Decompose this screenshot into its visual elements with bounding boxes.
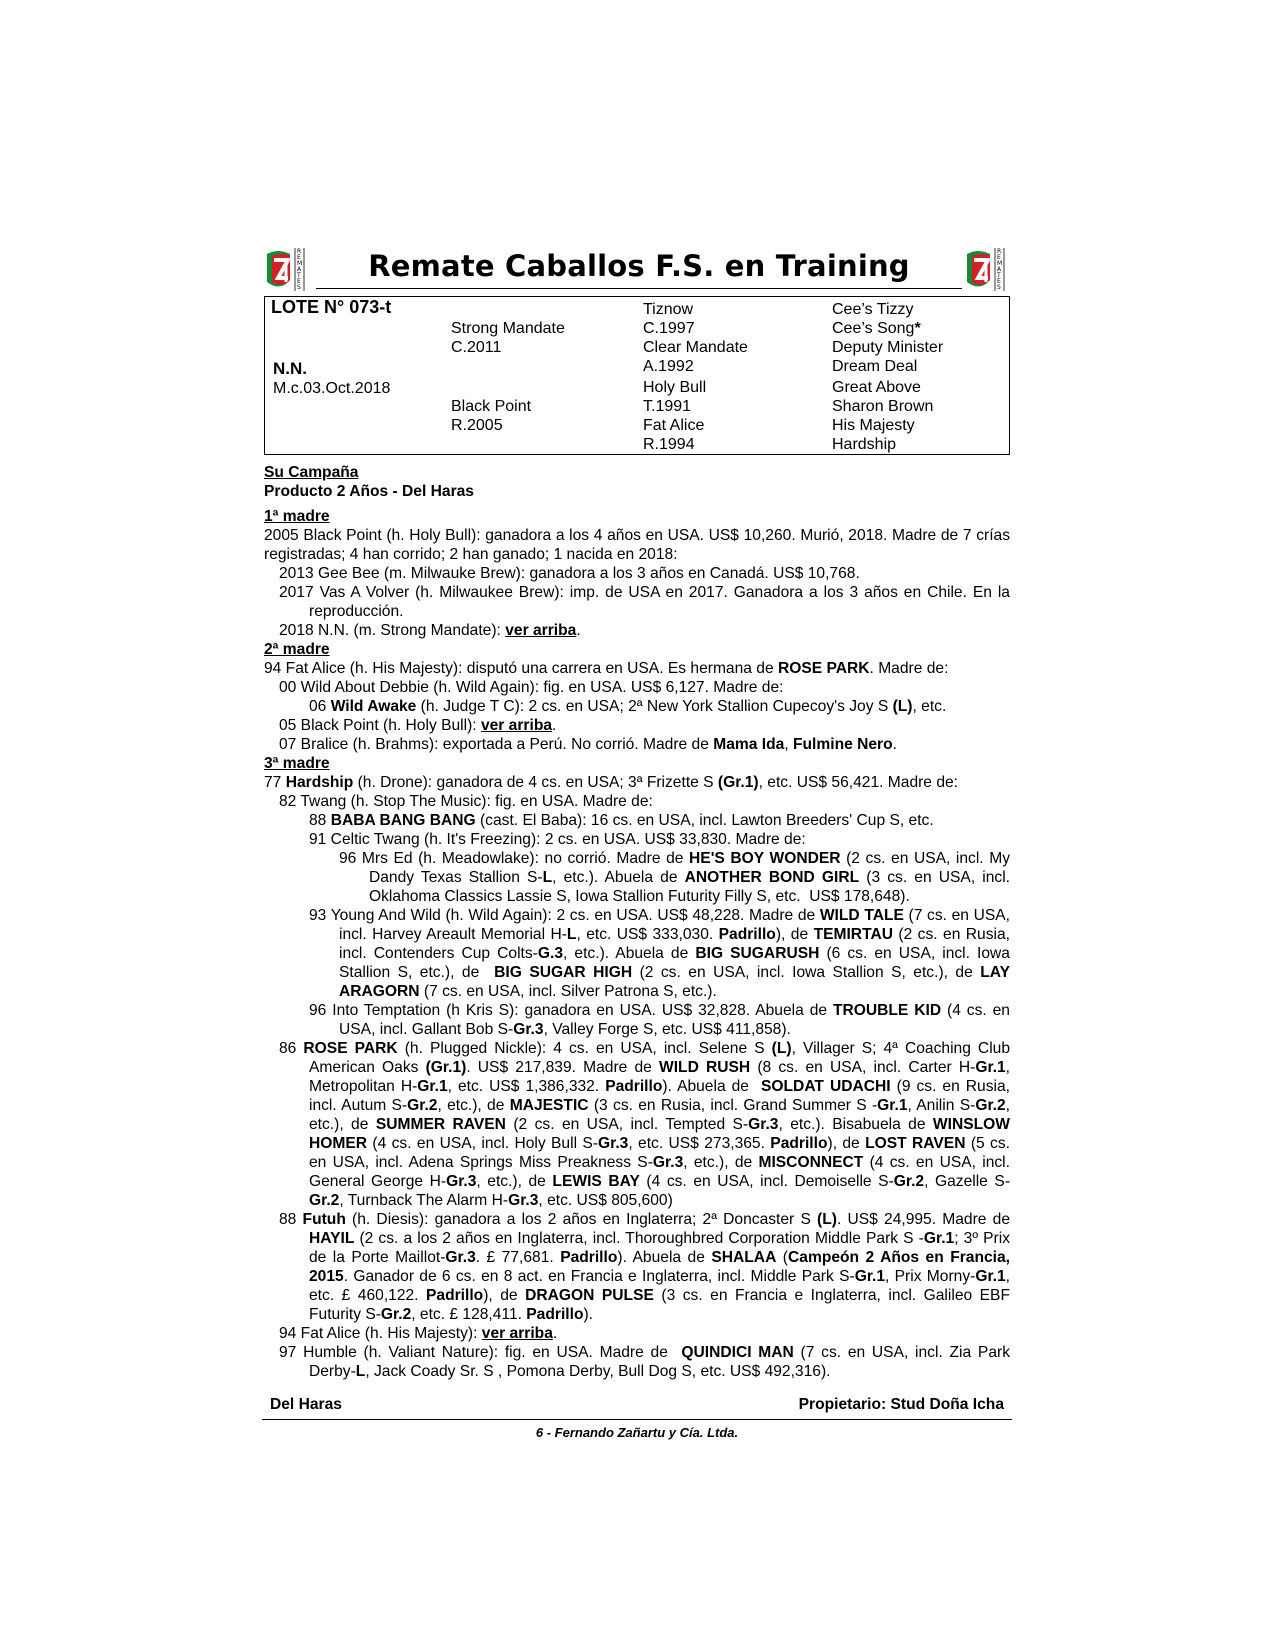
star-mark: * <box>914 320 921 337</box>
see-above-link: ver arriba <box>480 717 553 734</box>
gen2-line: Holy Bull <box>643 379 707 396</box>
first-dam-intro: 2005 Black Point (h. Holy Bull): ganadora a los 4 años en USA. US$ 10,260. Murió, 2018. Madre de 7 crías registradas; 4 han corrido; 2 han ganado; 1 nacida en 2018: <box>264 527 1010 563</box>
produce-line: 97 Humble (h. Valiant Nature): fig. en USA. Madre de QUINDICI MAN (7 cs. en USA, incl. Zia Park Derby-L, Jack Coady Sr. S , Pomona Derby, Bull Dog S, etc. US$ 492,316). <box>279 1344 1010 1380</box>
gen3-line: Cee’s Song* <box>832 320 921 337</box>
gen3-line: Great Above <box>832 379 921 396</box>
second-dam-heading: 2ª madre <box>264 641 330 658</box>
produce-line: 2018 N.N. (m. Strong Mandate): ver arriba. <box>279 622 581 639</box>
svg-text:T: T <box>997 272 1001 279</box>
produce-line: 00 Wild About Debbie (h. Wild Again): fig. en USA. US$ 6,127. Madre de: <box>279 679 784 696</box>
produce-line: 07 Bralice (h. Brahms): exportada a Perú. No corrió. Madre de Mama Ida, Fulmine Nero. <box>279 736 897 753</box>
page-header <box>264 246 1014 294</box>
catalog-body <box>264 463 1010 1381</box>
gen2-line: Tiznow <box>643 301 694 318</box>
svg-text:E: E <box>997 254 1001 261</box>
produce-line: 88 BABA BANG BANG (cast. El Baba): 16 cs. en USA, incl. Lawton Breeders' Cup S, etc. <box>309 812 934 829</box>
breeder-label: Del Haras <box>270 1396 342 1413</box>
produce-line: 2017 Vas A Volver (h. Milwaukee Brew): imp. de USA en 2017. Ganadora a los 3 años en Chile. En la reproducción. <box>279 584 1010 620</box>
see-above-link: ver arriba <box>481 1325 553 1342</box>
produce-line: 96 Into Temptation (h Kris S): ganadora en USA. US$ 32,828. Abuela de TROUBLE KID (4 cs. en USA, incl. Gallant Bob S-Gr.3, Valley Forge S, etc. US$ 411,858). <box>309 1002 1010 1038</box>
gen3-line: Deputy Minister <box>832 339 944 356</box>
produce-line: 96 Mrs Ed (h. Meadowlake): no corrió. Madre de HE'S BOY WONDER (2 cs. en USA, incl. My Dandy Texas Stallion S-L, etc.). Abuela de ANOTHER BOND GIRL (3 cs. en USA, incl. Oklahoma Classics Lassie S, Iowa Stallion Futurity Filly S, etc. US$ 178,648). <box>339 850 1011 905</box>
footer-divider <box>262 1419 1012 1420</box>
svg-text:A: A <box>997 266 1002 273</box>
svg-text:R: R <box>297 248 302 255</box>
produce-line: 82 Twang (h. Stop The Music): fig. en USA. Madre de: <box>279 793 653 810</box>
gen3-line: Sharon Brown <box>832 398 934 415</box>
page-number-footer: 6 - Fernando Zañartu y Cía. Ltda. <box>535 1425 739 1440</box>
gen2-line: A.1992 <box>643 358 694 375</box>
gen2-line: C.1997 <box>643 320 695 337</box>
sire-info: C.2011 <box>451 339 502 356</box>
produce-line: 94 Fat Alice (h. His Majesty): ver arriba. <box>279 1325 558 1342</box>
gen3-line: His Majesty <box>832 417 915 434</box>
svg-text:E: E <box>297 278 301 285</box>
produce-line: 91 Celtic Twang (h. It's Freezing): 2 cs. en USA. US$ 33,830. Madre de: <box>309 831 806 848</box>
horse-sex-dob: M.c.03.Oct.2018 <box>273 380 391 397</box>
horse-name: N.N. <box>273 359 307 378</box>
svg-text:E: E <box>297 254 301 261</box>
gen3-line: Cee’s Tizzy <box>832 301 914 318</box>
produce-line: 06 Wild Awake (h. Judge T C): 2 cs. en USA; 2ª New York Stallion Cupecoy's Joy S (L), etc. <box>309 698 947 715</box>
svg-text:M: M <box>297 260 303 267</box>
svg-text:T: T <box>297 272 301 279</box>
svg-text:M: M <box>997 260 1003 267</box>
produce-line: 86 ROSE PARK (h. Plugged Nickle): 4 cs. en USA, incl. Selene S (L), Villager S; 4ª Coaching Club American Oaks (Gr.1). US$ 217,839. Madre de WILD RUSH (8 cs. en USA, incl. Carter H-Gr.1, Metropolitan H-Gr.1, etc. US$ 1,386,332. Padrillo). Abuela de SOLDAT UDACHI (9 cs. en Rusia, incl. Autum S-Gr.2, etc.), de MAJESTIC (3 cs. en Rusia, incl. Grand Summer S -Gr.1, Anilin S-Gr.2, etc.), de SUMMER RAVEN (2 cs. en USA, incl. Tempted S-Gr.3, etc.). Bisabuela de WINSLOW HOMER (4 cs. en USA, incl. Holy Bull S-Gr.3, etc. US$ 273,365. Padrillo), de LOST RAVEN (5 cs. en USA, incl. Adena Springs Miss Preakness S-Gr.3, etc.), de MISCONNECT (4 cs. en USA, incl. General George H-Gr.3, etc.), de LEWIS BAY (4 cs. en USA, incl. Demoiselle S-Gr.2, Gazelle S-Gr.2, Turnback The Alarm H-Gr.3, etc. US$ 805,600) <box>279 1040 1011 1209</box>
svg-text:S: S <box>997 284 1001 291</box>
second-dam-intro: 94 Fat Alice (h. His Majesty): disputó una carrera en USA. Es hermana de ROSE PARK. Madre de: <box>264 660 949 677</box>
remates-logo-right <box>964 246 1014 292</box>
gen2-line: Fat Alice <box>643 417 705 434</box>
third-dam-intro: 77 Hardship (h. Drone): ganadora de 4 cs. en USA; 3ª Frizette S (Gr.1), etc. US$ 56,421. Madre de: <box>264 774 958 791</box>
gen3-line: Hardship <box>832 436 897 453</box>
see-above-link: ver arriba <box>505 622 577 639</box>
produce-line: 2013 Gee Bee (m. Milwauke Brew): ganadora a los 3 años en Canadá. US$ 10,768. <box>279 565 860 582</box>
produce-line: 05 Black Point (h. Holy Bull): ver arriba. <box>279 717 557 734</box>
lote-number: LOTE N° 073-t <box>271 297 392 317</box>
pedigree-table <box>264 296 1010 455</box>
page-title: Remate Caballos F.S. en Training <box>368 249 910 283</box>
campaign-heading: Su Campaña <box>264 464 359 481</box>
svg-text:A: A <box>297 266 302 273</box>
dam-info: R.2005 <box>451 417 503 434</box>
dam-name: Black Point <box>451 398 532 415</box>
svg-text:S: S <box>297 284 301 291</box>
owner-label: Propietario: Stud Doña Icha <box>798 1396 1004 1413</box>
gen3-line: Dream Deal <box>832 358 918 375</box>
gen2-line: Clear Mandate <box>643 339 748 356</box>
gen2-line: T.1991 <box>643 398 692 415</box>
gen2-line: R.1994 <box>643 436 695 453</box>
sire-name: Strong Mandate <box>451 320 565 337</box>
title-underline <box>316 288 962 289</box>
produce-line: 93 Young And Wild (h. Wild Again): 2 cs. en USA. US$ 48,228. Madre de WILD TALE (7 cs. en USA, incl. Harvey Areault Memorial H-L, etc. US$ 333,030. Padrillo), de TEMIRTAU (2 cs. en Rusia, incl. Contenders Cup Colts-G.3, etc.). Abuela de BIG SUGARUSH (6 cs. en USA, incl. Iowa Stallion S, etc.), de BIG SUGAR HIGH (2 cs. en USA, incl. Iowa Stallion S, etc.), de LAY ARAGORN (7 cs. en USA, incl. Silver Patrona S, etc.). <box>309 907 1010 1000</box>
produce-line: 88 Futuh (h. Diesis): ganadora a los 2 años en Inglaterra; 2ª Doncaster S (L). US$ 24,995. Madre de HAYIL (2 cs. a los 2 años en Inglaterra, incl. Thoroughbred Corporation Middle Park S -Gr.1; 3º Prix de la Porte Maillot-Gr.3. £ 77,681. Padrillo). Abuela de SHALAA (Campeón 2 Años en Francia, 2015. Ganador de 6 cs. en 8 act. en Francia e Inglaterra, incl. Middle Park S-Gr.1, Prix Morny-Gr.1, etc. £ 460,122. Padrillo), de DRAGON PULSE (3 cs. en Francia e Inglaterra, incl. Galileo EBF Futurity S-Gr.2, etc. £ 128,411. Padrillo). <box>279 1211 1011 1323</box>
svg-text:R: R <box>997 248 1002 255</box>
first-dam-heading: 1ª madre <box>264 508 330 525</box>
campaign-product: Producto 2 Años - Del Haras <box>264 483 474 500</box>
svg-text:E: E <box>997 278 1001 285</box>
third-dam-heading: 3ª madre <box>264 755 330 772</box>
